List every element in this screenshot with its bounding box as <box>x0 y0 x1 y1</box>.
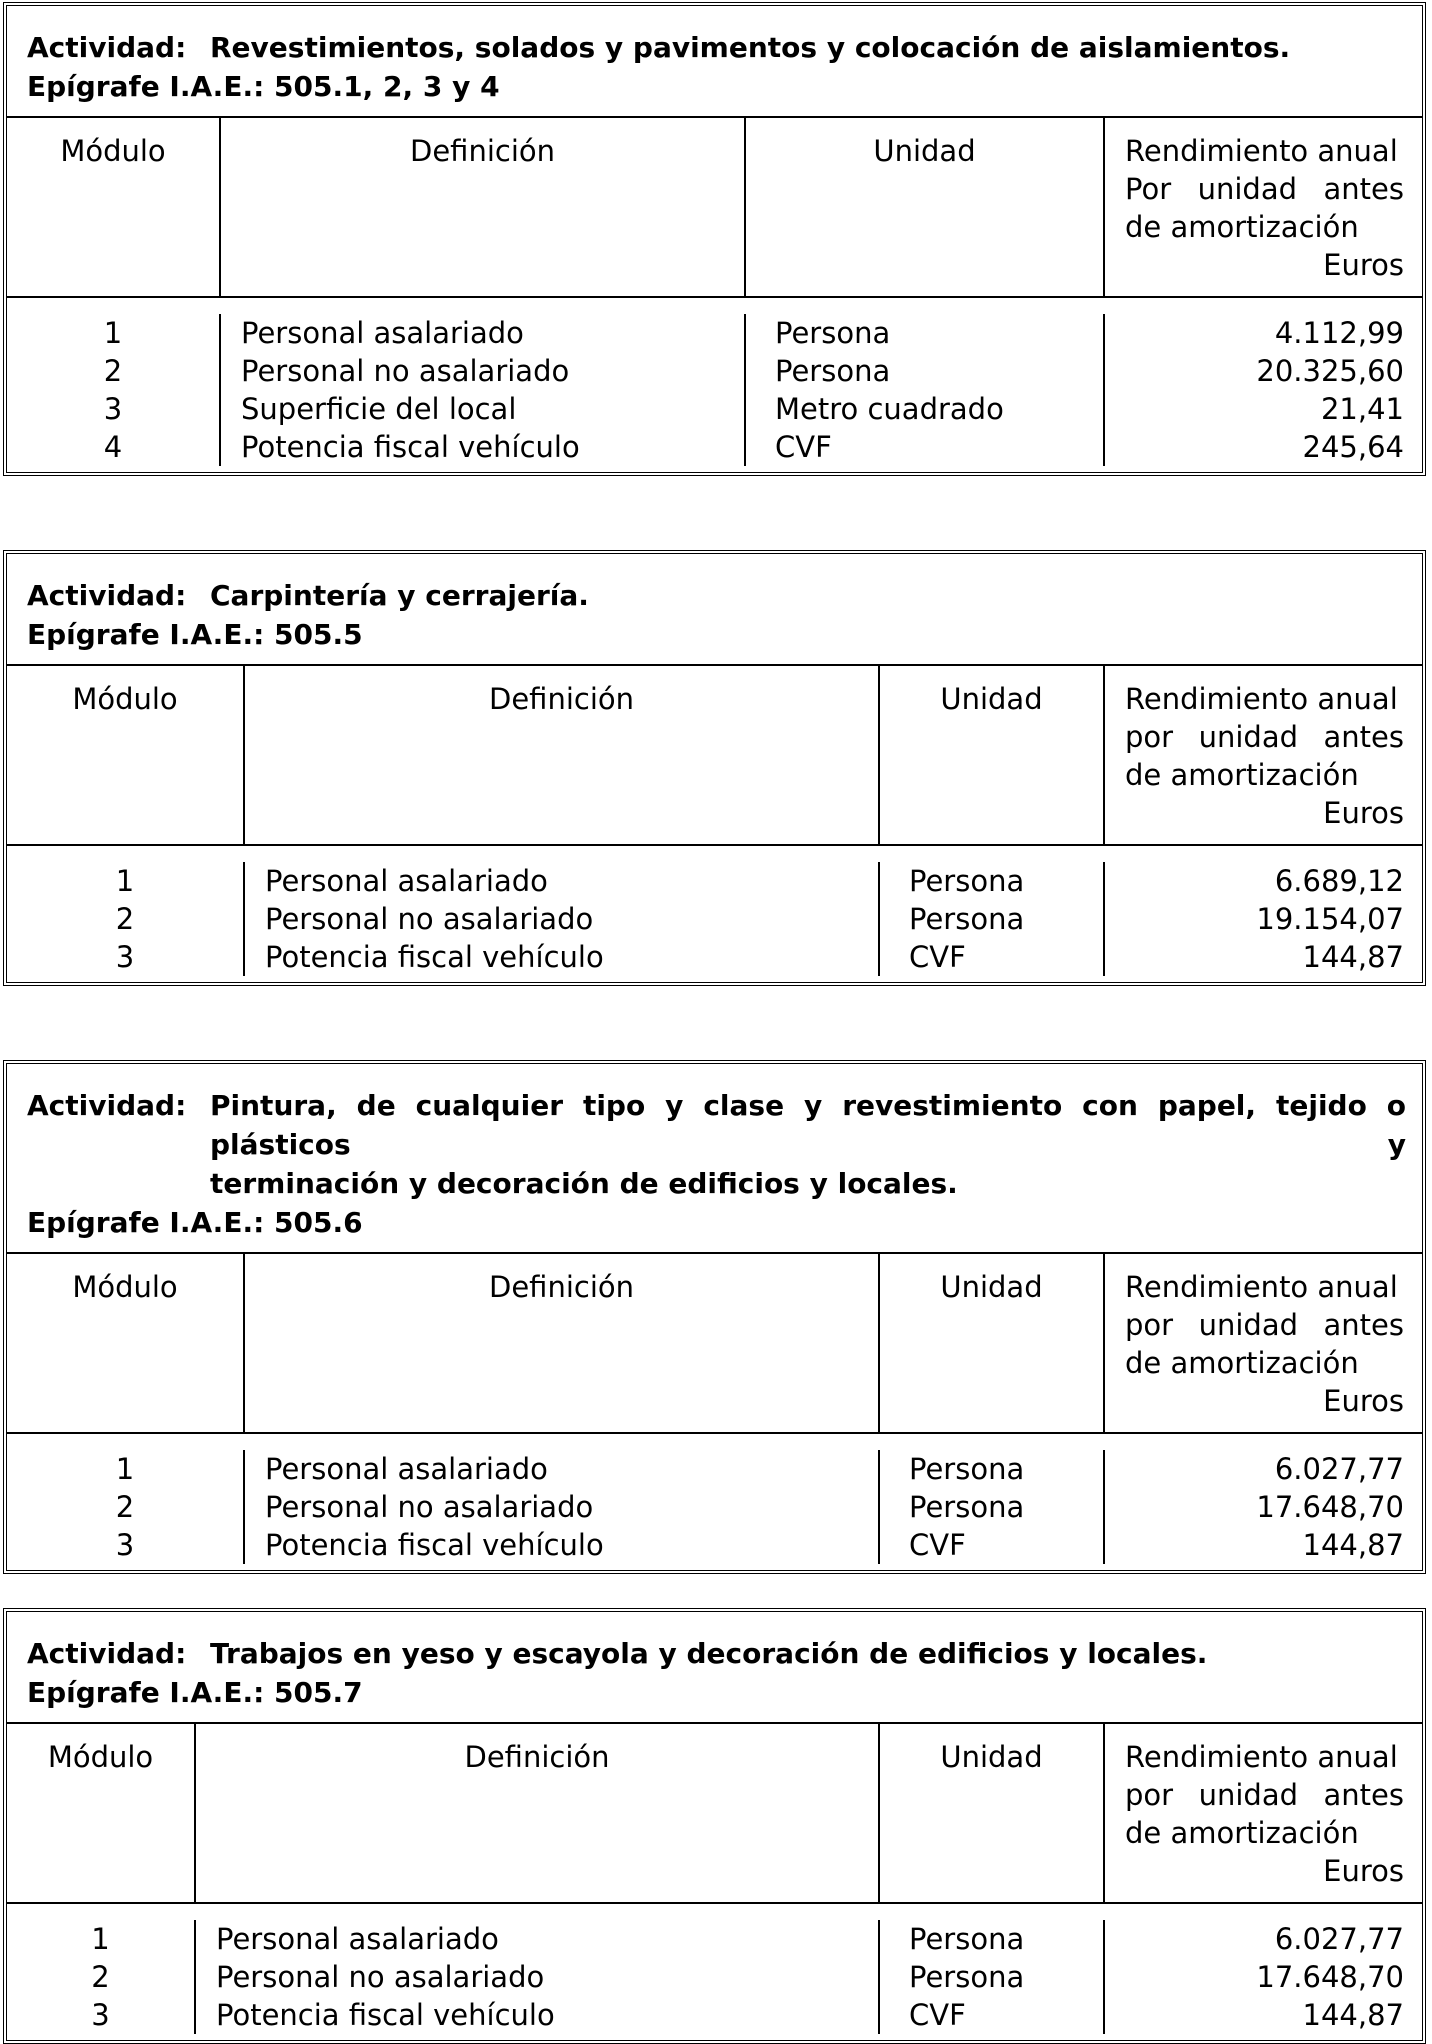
activity-table-1 <box>3 2 1426 476</box>
col-header-modulo: Módulo <box>7 1254 245 1432</box>
col-header-modulo: Módulo <box>7 1724 196 1902</box>
row-unidad: CVF <box>909 1528 966 1562</box>
rend-line-4: Euros <box>1323 1854 1404 1888</box>
row-definicion: Personal asalariado <box>265 1452 548 1486</box>
row-unidad: Persona <box>909 902 1025 936</box>
table-2-header <box>7 554 1422 666</box>
col-header-unidad: Unidad <box>880 666 1105 844</box>
row-modulo: 1 <box>91 1922 110 1956</box>
row-valor: 19.154,07 <box>1256 902 1404 936</box>
definicion-column <box>196 1920 880 2034</box>
rendimiento-column <box>1105 1920 1422 2034</box>
row-modulo: 1 <box>115 864 135 898</box>
col-header-rendimiento <box>1105 118 1422 296</box>
rend-line-2: por unidad antes <box>1125 720 1404 754</box>
epigrafe-label: Epígrafe I.A.E.: <box>27 1676 265 1709</box>
epigrafe-value: 505.1, 2, 3 y 4 <box>274 70 500 103</box>
row-definicion: Potencia fiscal vehículo <box>216 1998 555 2032</box>
rend-line-3: de amortización <box>1125 1346 1359 1380</box>
row-valor: 144,87 <box>1302 1528 1404 1562</box>
row-definicion: Personal asalariado <box>216 1922 499 1956</box>
col-header-unidad: Unidad <box>746 118 1105 296</box>
row-modulo: 2 <box>91 1960 110 1994</box>
row-unidad: Persona <box>909 1452 1025 1486</box>
rend-line-1: Rendimiento anual <box>1125 682 1398 716</box>
row-definicion: Potencia fiscal vehículo <box>265 940 604 974</box>
row-modulo: 1 <box>115 1452 135 1486</box>
row-definicion: Potencia fiscal vehículo <box>265 1528 604 1562</box>
rend-line-4: Euros <box>1323 248 1404 282</box>
activity-label: Actividad: <box>27 31 187 64</box>
unidad-column <box>880 1920 1105 2034</box>
activity-table-2 <box>3 550 1426 986</box>
activity-line <box>27 1634 1406 1673</box>
activity-description: Revestimientos, solados y pavimentos y colocación de aislamientos. <box>210 31 1291 64</box>
rend-line-3: de amortización <box>1125 758 1359 792</box>
row-valor: 21,41 <box>1320 392 1404 426</box>
modulo-column <box>7 1450 245 1564</box>
column-headers <box>7 118 1422 298</box>
col-header-rendimiento <box>1105 1724 1422 1902</box>
modulo-column <box>7 1920 196 2034</box>
row-valor: 144,87 <box>1302 940 1404 974</box>
definicion-column <box>221 314 746 466</box>
rend-line-1: Rendimiento anual <box>1125 1270 1398 1304</box>
row-valor: 6.689,12 <box>1274 864 1404 898</box>
rend-line-2: por unidad antes <box>1125 1778 1404 1812</box>
epigrafe-line <box>27 615 1406 654</box>
row-unidad: CVF <box>909 940 966 974</box>
epigrafe-value: 505.5 <box>274 618 363 651</box>
rendimiento-column <box>1105 1450 1422 1564</box>
table-4-header <box>7 1612 1422 1724</box>
rendimiento-column <box>1105 862 1422 976</box>
row-definicion: Personal no asalariado <box>265 902 594 936</box>
row-valor: 6.027,77 <box>1274 1922 1404 1956</box>
table-1-header <box>7 6 1422 118</box>
unidad-column <box>880 862 1105 976</box>
row-valor: 245,64 <box>1302 430 1404 464</box>
col-header-unidad: Unidad <box>880 1724 1105 1902</box>
table-3-header <box>7 1064 1422 1254</box>
row-unidad: Persona <box>909 1922 1025 1956</box>
row-valor: 20.325,60 <box>1256 354 1404 388</box>
row-valor: 144,87 <box>1302 1998 1404 2032</box>
row-modulo: 1 <box>103 316 123 350</box>
row-unidad: Persona <box>909 1490 1025 1524</box>
row-modulo: 3 <box>103 392 123 426</box>
row-definicion: Personal asalariado <box>241 316 524 350</box>
row-valor: 4.112,99 <box>1274 316 1404 350</box>
col-header-definicion: Definición <box>221 118 746 296</box>
unidad-column <box>880 1450 1105 1564</box>
col-header-rendimiento <box>1105 666 1422 844</box>
activity-description: Trabajos en yeso y escayola y decoración de edificios y locales. <box>210 1637 1208 1670</box>
col-header-definicion: Definición <box>245 1254 880 1432</box>
activity-description-line-2: terminación y decoración de edificios y locales. <box>210 1167 958 1200</box>
rendimiento-column <box>1105 314 1422 466</box>
activity-description: Carpintería y cerrajería. <box>210 579 589 612</box>
epigrafe-label: Epígrafe I.A.E.: <box>27 618 265 651</box>
row-modulo: 3 <box>115 940 135 974</box>
activity-line <box>27 576 1406 615</box>
activity-label: Actividad: <box>27 1089 187 1122</box>
col-header-modulo: Módulo <box>7 666 245 844</box>
definicion-column <box>245 862 880 976</box>
epigrafe-line <box>27 1673 1406 1712</box>
epigrafe-label: Epígrafe I.A.E.: <box>27 1206 265 1239</box>
col-header-modulo: Módulo <box>7 118 221 296</box>
unidad-column <box>746 314 1105 466</box>
activity-label: Actividad: <box>27 579 187 612</box>
rend-line-1: Rendimiento anual <box>1125 1740 1398 1774</box>
col-header-definicion: Definición <box>196 1724 880 1902</box>
col-header-unidad: Unidad <box>880 1254 1105 1432</box>
row-valor: 17.648,70 <box>1256 1490 1404 1524</box>
epigrafe-label: Epígrafe I.A.E.: <box>27 70 265 103</box>
row-unidad: Persona <box>775 316 891 350</box>
row-definicion: Personal no asalariado <box>265 1490 594 1524</box>
rend-line-3: de amortización <box>1125 1816 1359 1850</box>
row-definicion: Personal no asalariado <box>241 354 570 388</box>
row-unidad: CVF <box>775 430 832 464</box>
column-headers <box>7 1724 1422 1904</box>
epigrafe-line <box>27 67 1406 106</box>
row-modulo: 3 <box>91 1998 110 2032</box>
row-definicion: Potencia fiscal vehículo <box>241 430 580 464</box>
activity-description-line-1: Pintura, de cualquier tipo y clase y revestimiento con papel, tejido o plásticos y <box>210 1089 1406 1161</box>
column-headers <box>7 666 1422 846</box>
data-rows <box>7 298 1422 472</box>
activity-table-3 <box>3 1060 1426 1574</box>
row-modulo: 3 <box>115 1528 135 1562</box>
row-modulo: 2 <box>115 1490 135 1524</box>
row-definicion: Superficie del local <box>241 392 517 426</box>
rend-line-4: Euros <box>1323 1384 1404 1418</box>
data-rows <box>7 1904 1422 2040</box>
row-unidad: Persona <box>909 1960 1025 1994</box>
row-modulo: 4 <box>103 430 123 464</box>
rend-line-2: Por unidad antes <box>1125 172 1404 206</box>
data-rows <box>7 1434 1422 1570</box>
definicion-column <box>245 1450 880 1564</box>
rend-line-2: por unidad antes <box>1125 1308 1404 1342</box>
row-unidad: Persona <box>909 864 1025 898</box>
epigrafe-value: 505.7 <box>274 1676 363 1709</box>
epigrafe-value: 505.6 <box>274 1206 363 1239</box>
row-modulo: 2 <box>115 902 135 936</box>
column-headers <box>7 1254 1422 1434</box>
modulo-column <box>7 314 221 466</box>
row-unidad: Persona <box>775 354 891 388</box>
data-rows <box>7 846 1422 982</box>
activity-line <box>27 1086 1406 1203</box>
epigrafe-line <box>27 1203 1406 1242</box>
activity-table-4 <box>3 1608 1426 2044</box>
row-valor: 6.027,77 <box>1274 1452 1404 1486</box>
row-unidad: CVF <box>909 1998 966 2032</box>
activity-line <box>27 28 1406 67</box>
row-definicion: Personal asalariado <box>265 864 548 898</box>
col-header-rendimiento <box>1105 1254 1422 1432</box>
activity-label: Actividad: <box>27 1637 187 1670</box>
row-modulo: 2 <box>103 354 123 388</box>
row-definicion: Personal no asalariado <box>216 1960 545 1994</box>
rend-line-4: Euros <box>1323 796 1404 830</box>
row-valor: 17.648,70 <box>1256 1960 1404 1994</box>
rend-line-3: de amortización <box>1125 210 1359 244</box>
rend-line-1: Rendimiento anual <box>1125 134 1398 168</box>
modulo-column <box>7 862 245 976</box>
activity-description <box>210 1086 1406 1203</box>
row-unidad: Metro cuadrado <box>775 392 1004 426</box>
col-header-definicion: Definición <box>245 666 880 844</box>
